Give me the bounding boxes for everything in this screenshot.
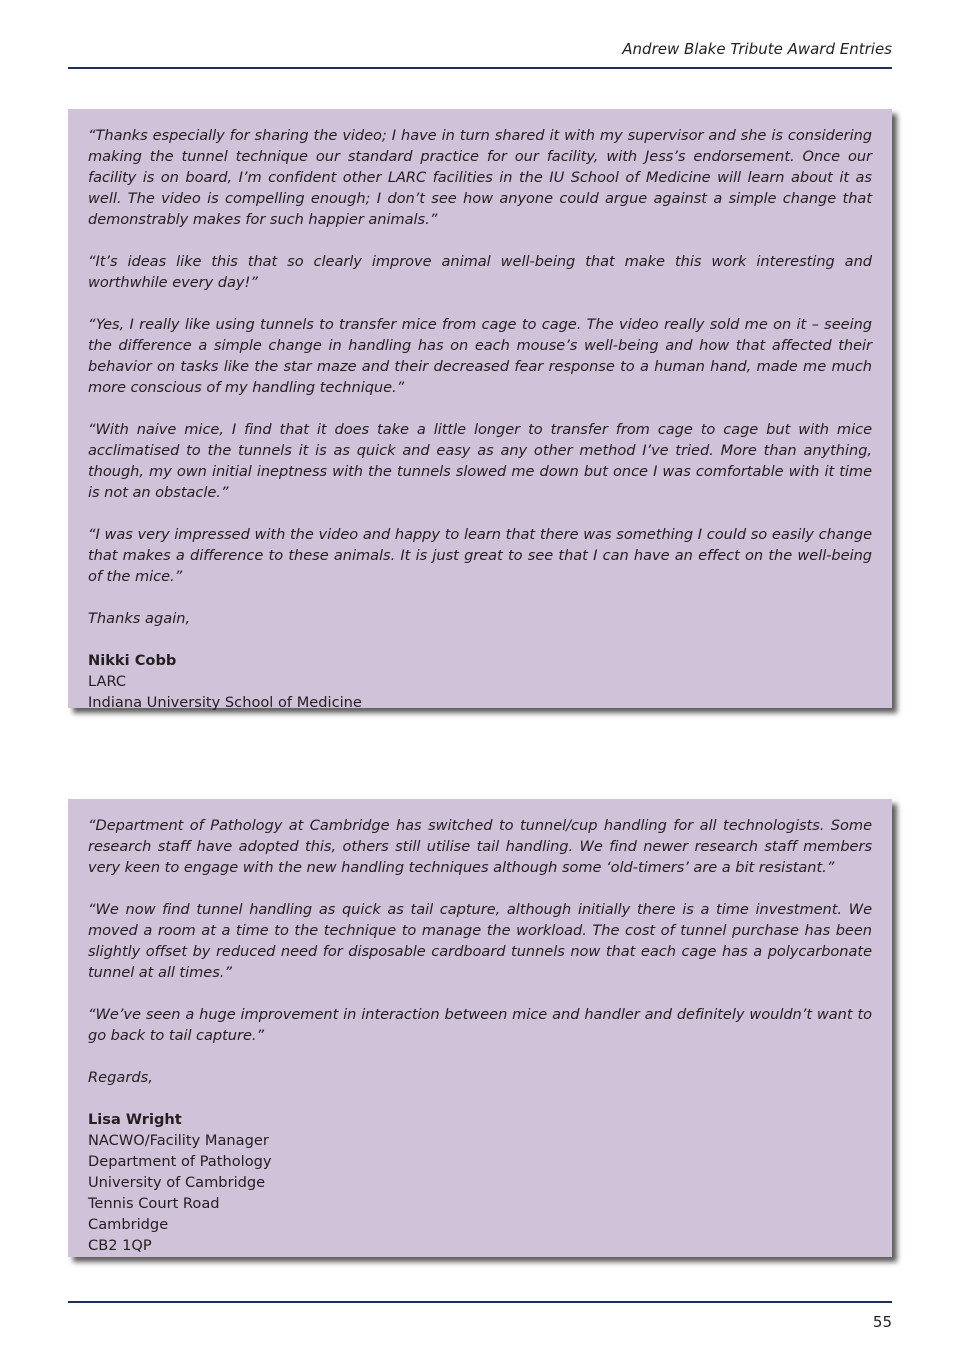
quote-2: “It’s ideas like this that so clearly improve animal well-being that make this work interesting and worthwhile every day!” <box>88 253 872 291</box>
quote-4: “With naive mice, I find that it does take a little longer to transfer from cage to cage but with mice acclimatised to the tunnels it is as quick and easy as any other method I’ve tried. More than anything, though, my own initial ineptness with the tunnels slowed me down but once I was comfortable with it time is not an obstacle.” <box>88 421 872 501</box>
quote-3: “Yes, I really like using tunnels to transfer mice from cage to cage. The video really sold me on it – seeing the difference a simple change in handling has on each mouse’s well-being and how that affected their behavior on tasks like the star maze and their decreased fear response to a human hand, made me much more conscious of my handling technique.” <box>88 316 872 396</box>
signature-line: Cambridge <box>88 1216 169 1233</box>
footer-rule <box>68 1301 892 1303</box>
signature-line: Tennis Court Road <box>88 1195 220 1212</box>
quote-1: “Department of Pathology at Cambridge has switched to tunnel/cup handling for all technologists. Some research staff have adopted this, others still utilise tail handling. We find newer research staff members very keen to engage with the new handling techniques although some ‘old-timers’ are a bit resistant.” <box>88 817 872 876</box>
signature-name: Lisa Wright <box>88 1111 182 1128</box>
quote-2: “We now find tunnel handling as quick as tail capture, although initially there is a time investment. We moved a room at a time to the technique to manage the workload. The cost of tunnel purchase has been slightly offset by reduced need for disposable cardboard tunnels now that each cage has a polycarbonate tunnel at all times.” <box>88 901 872 981</box>
quote-1: “Thanks especially for sharing the video; I have in turn shared it with my supervisor and she is considering making the tunnel technique our standard practice for our facility, with Jess’s endorsement. Once our facility is on board, I’m confident other LARC facilities in the IU School of Medicine will learn about it as well. The video is compelling enough; I don’t see how anyone could argue against a simple change that demonstrably makes for such happier animals.” <box>88 127 872 228</box>
running-header-title: Andrew Blake Tribute Award Entries <box>622 40 892 58</box>
signature-line: Department of Pathology <box>88 1153 272 1170</box>
signature-line: LARC <box>88 673 127 690</box>
page-number: 55 <box>872 1313 892 1331</box>
testimonial-panel-1 <box>68 109 892 711</box>
signature-line: NACWO/Facility Manager <box>88 1132 269 1149</box>
signature-line: CB2 1QP <box>88 1237 152 1254</box>
header-rule <box>68 67 892 69</box>
testimonial-panel-2 <box>68 799 892 1257</box>
quote-5: “I was very impressed with the video and happy to learn that there was something I could so easily change that makes a difference to these animals. It is just great to see that I can have an effect on the well-being of the mice.” <box>88 526 872 585</box>
signature-line: Indiana University School of Medicine <box>88 694 362 711</box>
signature-name: Nikki Cobb <box>88 652 177 669</box>
closing-line: Regards, <box>88 1069 153 1086</box>
quote-3: “We’ve seen a huge improvement in interaction between mice and handler and definitely wouldn’t want to go back to tail capture.” <box>88 1006 872 1044</box>
closing-line: Thanks again, <box>88 610 191 627</box>
signature-line: University of Cambridge <box>88 1174 266 1191</box>
